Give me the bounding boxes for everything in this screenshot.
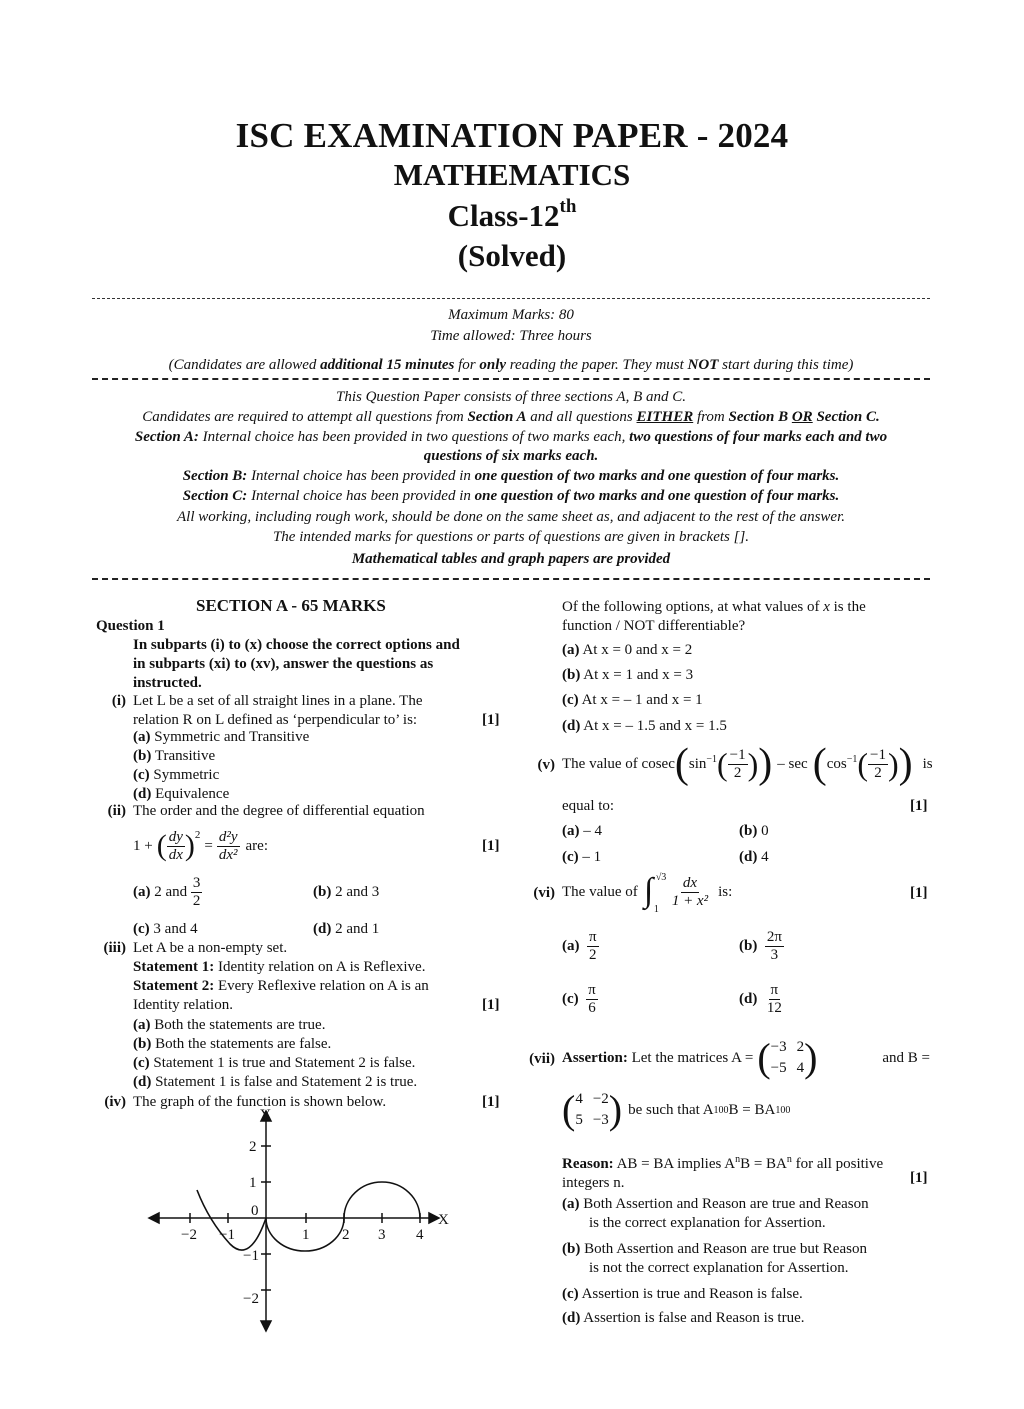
q2-option-b[interactable]: (b) 2 and 3 — [313, 884, 380, 900]
class-title: Class-12th — [447, 196, 577, 233]
q6-option-c[interactable]: (c) $\frac{\pi}{6}$ — [562, 981, 596, 1016]
q6-marks: [1] — [910, 885, 928, 901]
q5-option-c[interactable]: (c) – 1 — [562, 849, 602, 865]
q5-expression: The value of cosec ( sin $^{-1}$ ( $\frac{-1}{2}$ ) ) – sec ( cos $^{-1}$ ( $\frac{-1}{2}$ ) ) is — [562, 741, 933, 787]
divider-3 — [92, 578, 930, 580]
max-marks: Maximum Marks: 80 — [448, 307, 574, 323]
instruction-5: Section C: Internal choice has been provided in one question of two marks and one question of four marks. — [182, 488, 840, 504]
q1-options — [133, 728, 309, 804]
question-1-intro: In subparts (i) to (x) choose the correct options and in subparts (xi) to (xv), answer the questions as instructed. — [133, 637, 460, 691]
q1-text: Let L be a set of all straight lines in a plane. The relation R on L defined as ‘perpendicular to’ is: — [133, 693, 423, 728]
q2-equation: 1 + ( $\frac{dy}{dx}$ ) $^2$ = $\frac{\text{d²y}}{\text{dx²}}$ are: — [133, 828, 268, 863]
x-tick-label-3: 3 — [378, 1227, 386, 1243]
x-tick-label-1: 1 — [302, 1227, 310, 1243]
q6-expression: The value of ∫ √3 1 $\frac{dx}{\text{1 + x²}}$ is: — [562, 872, 733, 915]
section-a-heading: SECTION A - 65 MARKS — [196, 596, 386, 615]
x-tick-label-2: 2 — [342, 1227, 350, 1243]
q6-number: (vi) — [533, 885, 555, 901]
q7-number: (vii) — [529, 1051, 555, 1067]
q2-option-d[interactable]: (d) 2 and 1 — [313, 921, 380, 937]
divider-top — [92, 298, 930, 299]
x-tick-label-4: 4 — [416, 1227, 424, 1243]
q4-continuation: Of the following options, at what values of x is the function / NOT differentiable? — [562, 599, 866, 634]
q5-option-b[interactable]: (b) 0 — [739, 823, 769, 839]
subject-title: MATHEMATICS — [393, 157, 631, 192]
q4-text: The graph of the function is shown below. — [133, 1094, 387, 1110]
q1-option-c[interactable]: (c) Symmetric — [133, 767, 220, 783]
matrix-a: −3 2 −5 4 — [770, 1039, 805, 1076]
time-allowed: Time allowed: Three hours — [430, 328, 592, 344]
q7-assertion-line: Assertion: Let the matrices A = ( −3 2 −5 4 ) and B = — [562, 1035, 930, 1080]
q1-option-d[interactable]: (d) Equivalence — [133, 786, 230, 802]
q4-number: (iv) — [104, 1094, 126, 1110]
q4-option-d[interactable]: (d) At x = – 1.5 and x = 1.5 — [562, 718, 727, 734]
q7-reason: Reason: AB = BA implies $A^nB = BA^n$ for all positive integers n. — [562, 1154, 884, 1191]
q5-number: (v) — [537, 757, 555, 773]
instruction-7: The intended marks for questions or parts of questions are given in brackets []. — [272, 529, 750, 545]
q6-option-d[interactable]: (d) $\frac{\pi}{12}$ — [739, 981, 782, 1016]
q7-option-d[interactable]: (d) Assertion is false and Reason is true. — [562, 1310, 805, 1326]
q6-option-a[interactable]: (a) $\frac{\pi}{2}$ — [562, 928, 597, 963]
instruction-2: Candidates are required to attempt all questions from Section A and all questions EITHER from Section B OR Section C. — [142, 409, 880, 425]
y-tick-label-1: 1 — [249, 1175, 257, 1191]
reading-time-note: (Candidates are allowed additional 15 minutes for only reading the paper. They must NOT start during this time) — [168, 357, 854, 373]
q5-option-d[interactable]: (d) 4 — [739, 849, 769, 865]
q3-marks: [1] — [482, 997, 500, 1013]
q3-number: (iii) — [103, 940, 126, 956]
q7-matrix-b-line: ( 4 −2 5 −3 ) be such that A 100 B = BA 100 — [562, 1087, 791, 1132]
q3-option-d[interactable]: (d) Statement 1 is false and Statement 2 is true. — [133, 1074, 418, 1090]
q2-option-a[interactable]: (a) 2 and $\frac{3}{2}$ — [133, 874, 201, 909]
q2-option-c[interactable]: (c) 3 and 4 — [133, 921, 198, 937]
q3-options — [133, 1016, 417, 1092]
q7-option-c[interactable]: (c) Assertion is true and Reason is false. — [562, 1286, 803, 1302]
x-axis-label: X — [438, 1212, 449, 1228]
q7-marks: [1] — [910, 1170, 928, 1186]
solved-title: (Solved) — [457, 238, 567, 273]
x-tick-label-m1: −1 — [219, 1227, 235, 1243]
y-axis-label: Y — [260, 1107, 271, 1123]
y-axis-down-arrow — [261, 1321, 271, 1331]
divider-2 — [92, 378, 930, 380]
q3-option-c[interactable]: (c) Statement 1 is true and Statement 2 is false. — [133, 1055, 416, 1071]
q1-marks: [1] — [482, 712, 500, 728]
q2-number: (ii) — [107, 803, 126, 819]
function-graph — [145, 1105, 455, 1335]
q2-text: The order and the degree of differential equation — [133, 803, 425, 819]
q7-option-b[interactable]: (b) Both Assertion and Reason are true but Reason is not the correct explanation for Assertion. — [562, 1241, 867, 1276]
matrix-b: 4 −2 5 −3 — [575, 1091, 609, 1128]
q4-marks: [1] — [482, 1094, 500, 1110]
x-axis-left-arrow — [149, 1213, 159, 1223]
paper-title: ISC EXAMINATION PAPER - 2024 — [235, 116, 789, 155]
q4-option-c[interactable]: (c) At x = – 1 and x = 1 — [562, 692, 703, 708]
x-tick-label-m2: −2 — [181, 1227, 197, 1243]
q4-option-b[interactable]: (b) At x = 1 and x = 3 — [562, 667, 694, 683]
instruction-3-cont: questions of six marks each. — [423, 448, 599, 464]
instruction-4: Section B: Internal choice has been provided in one question of two marks and one question of four marks. — [182, 468, 840, 484]
question-1-label: Question 1 — [96, 618, 165, 634]
q1-number: (i) — [111, 693, 126, 709]
q4-option-a[interactable]: (a) At x = 0 and x = 2 — [562, 642, 693, 658]
q6-option-b[interactable]: (b) $\frac{2\pi}{3}$ — [739, 928, 782, 963]
instruction-1: This Question Paper consists of three sections A, B and C. — [336, 389, 686, 405]
q3-option-a[interactable]: (a) Both the statements are true. — [133, 1017, 326, 1033]
instruction-6: All working, including rough work, should be done on the same sheet as, and adjacent to the rest of the answer. — [177, 509, 845, 525]
instruction-3: Section A: Internal choice has been provided in two questions of two marks each, two questions of four marks each and two — [134, 429, 888, 445]
q7-option-a[interactable]: (a) Both Assertion and Reason are true and Reason is the correct explanation for Assertion. — [562, 1196, 869, 1231]
q5-option-a[interactable]: (a) – 4 — [562, 823, 602, 839]
y-tick-label-m2: −2 — [243, 1291, 259, 1307]
q3-option-b[interactable]: (b) Both the statements are false. — [133, 1036, 332, 1052]
q1-option-b[interactable]: (b) Transitive — [133, 748, 216, 764]
q3-text: Let A be a non-empty set. Statement 1: Identity relation on A is Reflexive. Statement 2: Every Reflexive relation on A is an Identity relation. — [133, 940, 429, 1013]
q1-option-a[interactable]: (a) Symmetric and Transitive — [133, 729, 310, 745]
q5-marks: [1] — [910, 798, 928, 814]
q2-marks: [1] — [482, 838, 500, 854]
origin-label: 0 — [251, 1203, 259, 1219]
y-tick-label-2: 2 — [249, 1139, 257, 1155]
instruction-8: Mathematical tables and graph papers are provided — [351, 551, 671, 567]
integral-sign: ∫ √3 1 — [643, 872, 667, 915]
y-tick-label-m1: −1 — [243, 1248, 259, 1264]
q5-text-cont: equal to: — [562, 798, 615, 814]
curve-upper-semicircle — [344, 1182, 420, 1218]
